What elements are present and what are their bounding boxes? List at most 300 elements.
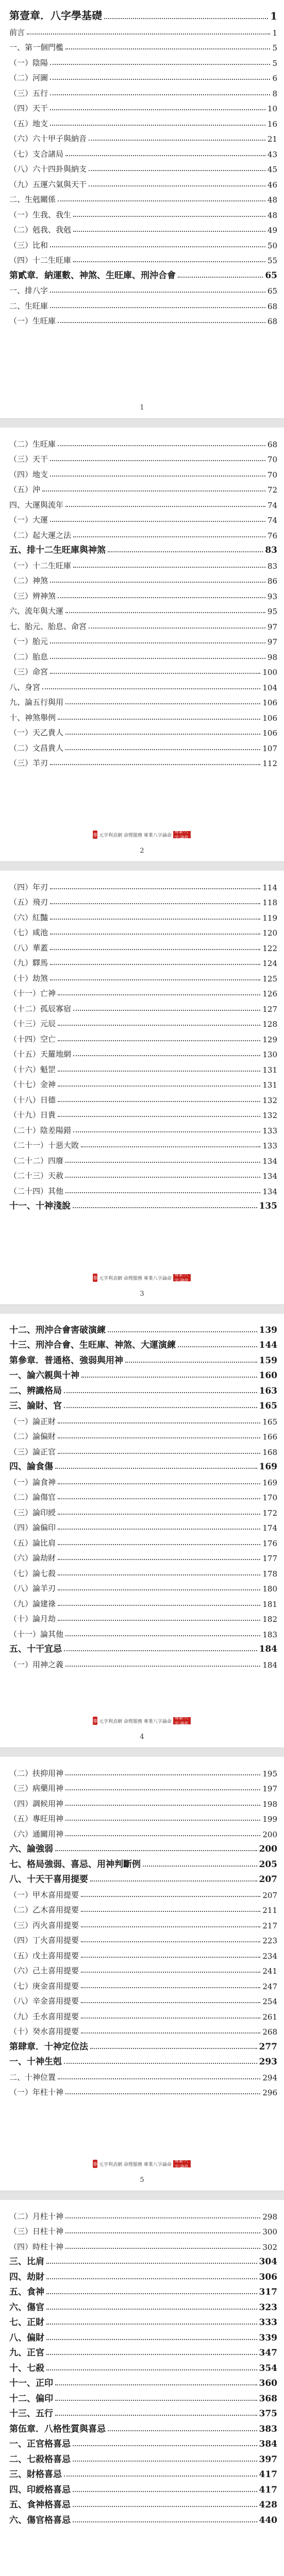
toc-entry[interactable] (9, 1457, 277, 1472)
toc-entry-page-number: 182 (262, 1615, 277, 1624)
toc-entry[interactable] (9, 296, 277, 311)
toc-entry[interactable] (9, 449, 277, 465)
dot-leader (65, 2093, 260, 2094)
toc-entry-title: （九）五運六氣與天干 (9, 179, 89, 190)
footer-banner[interactable] (93, 2160, 191, 2168)
toc-entry-title: （二）神煞 (9, 575, 50, 586)
toc-entry[interactable] (9, 1427, 277, 1442)
toc-entry[interactable] (9, 1854, 277, 1870)
footer-banner[interactable] (93, 1274, 191, 1282)
toc-entry-title: （十）劫煞 (9, 973, 50, 984)
toc-entry[interactable] (9, 510, 277, 526)
toc-entry[interactable] (9, 2358, 277, 2374)
toc-entry-title: 二、十神位置 (9, 2072, 58, 2082)
dot-leader (58, 1574, 260, 1575)
toc-entry[interactable] (9, 2434, 277, 2450)
toc-entry[interactable] (9, 2388, 277, 2404)
toc-entry-page-number: 70 (267, 455, 277, 464)
toc-entry[interactable] (9, 1335, 277, 1351)
toc-entry-page-number: 198 (262, 1799, 277, 1809)
toc-entry[interactable] (9, 923, 277, 938)
toc-entry[interactable] (9, 2022, 277, 2037)
toc-entry[interactable] (9, 1120, 277, 1136)
toc-entry[interactable] (9, 1090, 277, 1105)
toc-entry[interactable] (9, 83, 277, 98)
toc-entry[interactable] (9, 662, 277, 677)
toc-entry-title: （二）月柱十神 (9, 2211, 65, 2222)
toc-entry[interactable] (9, 1793, 277, 1809)
toc-entry-page-number: 120 (262, 928, 277, 938)
toc-entry-page-number: 169 (262, 1478, 277, 1487)
toc-entry[interactable] (9, 2006, 277, 2022)
toc-entry-page-number: 107 (262, 743, 277, 753)
toc-entry-page-number: 83 (267, 561, 277, 571)
toc-entry[interactable] (9, 1533, 277, 1548)
toc-entry[interactable] (9, 1350, 277, 1366)
toc-entry[interactable] (9, 2067, 277, 2082)
toc-entry[interactable] (9, 1075, 277, 1090)
toc-entry-page-number: 133 (262, 1126, 277, 1136)
toc-entry[interactable] (9, 1976, 277, 1991)
dot-leader (65, 155, 265, 156)
toc-entry-page-number: 126 (262, 989, 277, 998)
dot-leader (55, 1850, 257, 1851)
toc-entry-title: （五）地支 (9, 118, 50, 129)
toc-entry-title: （八）華蓋 (9, 942, 50, 953)
toc-entry-page-number: 134 (262, 1187, 277, 1196)
toc-entry-title: 一、排八字 (9, 285, 50, 296)
toc-entry-page-number: 8 (272, 89, 277, 98)
toc-entry[interactable] (9, 692, 277, 708)
toc-entry[interactable] (9, 159, 277, 175)
dot-leader (58, 1605, 260, 1606)
toc-entry-page-number: 217 (262, 1921, 277, 1930)
dot-leader (50, 94, 270, 95)
toc-entry-page-number: 16 (267, 119, 277, 129)
toc-entry[interactable] (9, 525, 277, 540)
toc-entry[interactable] (9, 98, 277, 114)
toc-entry[interactable] (9, 1961, 277, 1976)
toc-entry[interactable] (9, 753, 277, 769)
dot-leader (27, 33, 270, 35)
toc-entry-title: 一、論六親與十神 (9, 1368, 81, 1381)
dot-leader (73, 2506, 257, 2507)
toc-entry[interactable] (9, 311, 277, 327)
toc-entry-title: 五、食神 (9, 2284, 46, 2297)
toc-entry-page-number: 207 (259, 1874, 277, 1885)
toc-entry-title: （二十一）十惡大敗 (9, 1140, 81, 1150)
toc-entry[interactable] (9, 1396, 277, 1412)
dot-leader (81, 1911, 260, 1912)
toc-entry-page-number: 98 (267, 652, 277, 662)
toc-entry-page-number: 294 (262, 2073, 277, 2082)
toc-entry[interactable] (9, 22, 277, 38)
toc-entry-title: （二）河圖 (9, 72, 50, 83)
toc-entry[interactable] (9, 555, 277, 571)
toc-entry-page-number: 200 (259, 1844, 277, 1854)
toc-entry[interactable] (9, 1150, 277, 1166)
footer-banner[interactable] (93, 831, 191, 839)
dot-leader (50, 109, 265, 110)
toc-entry[interactable] (9, 877, 277, 892)
toc-entry-page-number: 122 (262, 943, 277, 953)
toc-entry[interactable] (9, 174, 277, 190)
toc-entry-page-number: 104 (262, 683, 277, 692)
toc-entry[interactable] (9, 53, 277, 68)
toc-entry[interactable] (9, 998, 277, 1014)
toc-entry[interactable] (9, 1579, 277, 1594)
toc-entry[interactable] (9, 1654, 277, 1670)
dot-leader (73, 2491, 257, 2492)
toc-entry-title: （三）天干 (9, 453, 50, 464)
toc-entry[interactable] (9, 571, 277, 586)
toc-entry[interactable] (9, 1824, 277, 1839)
toc-entry[interactable] (9, 953, 277, 969)
toc-entry[interactable] (9, 1915, 277, 1930)
toc-entry[interactable] (9, 2465, 277, 2480)
toc-entry-title: （七）支合諸局 (9, 148, 65, 159)
toc-entry-page-number: 70 (267, 470, 277, 480)
toc-entry[interactable] (9, 1945, 277, 1961)
toc-entry-title: （二）論傷官 (9, 1492, 58, 1502)
toc-entry[interactable] (9, 1563, 277, 1579)
toc-entry-title: 五、十干宜忌 (9, 1641, 64, 1654)
toc-entry-title: （六）論劫財 (9, 1552, 58, 1563)
page-separator (0, 861, 284, 872)
dot-leader (65, 749, 260, 750)
toc-entry-title: （一）生我、我生 (9, 209, 73, 220)
toc-entry[interactable] (9, 2449, 277, 2465)
toc-entry[interactable] (9, 1181, 277, 1196)
toc-entry[interactable] (9, 220, 277, 235)
toc-entry-page-number: 119 (262, 913, 277, 923)
toc-list (9, 1320, 277, 1670)
toc-entry[interactable] (9, 2206, 277, 2222)
dot-leader (89, 628, 265, 629)
dot-leader (90, 1880, 257, 1882)
toc-entry[interactable] (9, 281, 277, 296)
page-number: 4 (140, 1733, 144, 1741)
toc-entry[interactable] (9, 707, 277, 723)
toc-entry-title: （一）甲木喜用提要 (9, 1889, 81, 1900)
toc-entry-title: 四、劫財 (9, 2269, 46, 2282)
dot-leader (58, 445, 265, 446)
toc-list (9, 1763, 277, 2097)
toc-entry-title: 第肆章．十神定位法 (9, 2039, 90, 2052)
toc-entry-title: （二）乙木喜用提要 (9, 1904, 81, 1915)
toc-entry-title: 第壹章．八字學基礎 (9, 7, 104, 22)
toc-entry[interactable] (9, 1136, 277, 1151)
dot-leader (65, 734, 260, 735)
dot-leader (81, 2032, 260, 2033)
toc-entry[interactable] (9, 2374, 277, 2389)
toc-entry-page-number: 205 (259, 1859, 277, 1870)
toc-entry[interactable] (9, 144, 277, 159)
toc-entry[interactable] (9, 1502, 277, 1518)
footer-banner[interactable] (93, 1717, 191, 1725)
dot-leader (58, 1040, 260, 1041)
toc-entry[interactable] (9, 1548, 277, 1564)
toc-entry-title: （四）天干 (9, 103, 50, 113)
toc-entry-title: （十）論月劫 (9, 1613, 58, 1624)
toc-entry[interactable] (9, 68, 277, 83)
toc-entry-page-number: 76 (267, 531, 277, 540)
toc-entry[interactable] (9, 892, 277, 908)
toc-entry-page-number: 49 (267, 226, 277, 235)
toc-entry[interactable] (9, 38, 277, 53)
toc-entry-page-number: 45 (267, 165, 277, 174)
page-separator (0, 1748, 284, 1758)
toc-entry-page-number: 247 (262, 1981, 277, 1991)
dot-leader (55, 2400, 257, 2401)
toc-entry-page-number: 360 (259, 2378, 277, 2388)
toc-entry-page-number: 68 (267, 439, 277, 449)
toc-entry-title: 十三、刑沖合會、生旺庫、神煞、大運演練 (9, 1337, 178, 1350)
dot-leader (55, 1468, 257, 1469)
toc-entry[interactable] (9, 129, 277, 144)
toc-entry[interactable] (9, 2404, 277, 2419)
toc-entry[interactable] (9, 2037, 277, 2052)
toc-entry[interactable] (9, 190, 277, 205)
toc-entry[interactable] (9, 1487, 277, 1503)
toc-entry-page-number: 183 (262, 1630, 277, 1639)
toc-entry[interactable] (9, 1029, 277, 1044)
toc-entry-title: （二）扶抑用神 (9, 1768, 65, 1778)
toc-entry-page-number: 114 (262, 883, 277, 892)
toc-entry[interactable] (9, 968, 277, 984)
toc-entry-title: （四）時柱十神 (9, 2241, 65, 2252)
toc-entry-page-number: 128 (262, 1020, 277, 1029)
dot-leader (81, 1972, 260, 1973)
toc-entry[interactable] (9, 677, 277, 692)
toc-entry-title: （二）論偏財 (9, 1431, 58, 1442)
toc-entry[interactable] (9, 250, 277, 266)
toc-entry[interactable] (9, 2082, 277, 2098)
toc-entry[interactable] (9, 1472, 277, 1487)
toc-entry-title: （二十二）四廢 (9, 1155, 65, 1166)
toc-entry[interactable] (9, 616, 277, 632)
toc-entry-page-number: 333 (259, 2317, 277, 2328)
toc-entry[interactable] (9, 2236, 277, 2252)
toc-entry[interactable] (9, 1609, 277, 1624)
toc-entry[interactable] (9, 1900, 277, 1916)
toc-entry[interactable] (9, 6, 277, 22)
toc-entry-title: 七、胎元、胎息、命宮 (9, 621, 89, 632)
toc-entry-title: （四）論偏印 (9, 1522, 58, 1533)
toc-entry[interactable] (9, 480, 277, 495)
dot-leader (58, 1116, 260, 1117)
toc-entry-title: （一）大運 (9, 514, 50, 525)
dot-leader (65, 2232, 260, 2233)
toc-entry-title: 六、傷官格喜忌 (9, 2513, 73, 2526)
dot-leader (46, 2324, 257, 2325)
toc-entry-page-number: 50 (267, 241, 277, 250)
toc-entry[interactable] (9, 2267, 277, 2282)
dot-leader (65, 703, 260, 704)
toc-list (9, 6, 277, 326)
toc-entry[interactable] (9, 1366, 277, 1381)
toc-entry[interactable] (9, 2480, 277, 2495)
toc-entry[interactable] (9, 2328, 277, 2343)
dot-leader (73, 2521, 257, 2522)
toc-entry-title: 第伍章．八格性質與喜忌 (9, 2421, 108, 2434)
toc-entry-page-number: 241 (262, 1967, 277, 1976)
toc-entry-title: 十一、十神淺說 (9, 1198, 73, 1211)
dot-leader (73, 231, 265, 232)
toc-entry[interactable] (9, 2495, 277, 2511)
toc-page (0, 1314, 284, 1748)
toc-entry-title: 六、流年與大運 (9, 605, 65, 616)
toc-entry[interactable] (9, 1320, 277, 1335)
toc-entry[interactable] (9, 2052, 277, 2067)
toc-entry-title: （八）六十四卦與納支 (9, 163, 89, 174)
toc-entry-page-number: 168 (262, 1447, 277, 1457)
toc-entry[interactable] (9, 434, 277, 449)
toc-entry-page-number: 139 (259, 1325, 277, 1335)
toc-entry[interactable] (9, 1518, 277, 1533)
toc-entry-title: （二）起大運之法 (9, 530, 73, 540)
toc-entry-page-number: 199 (262, 1815, 277, 1824)
publisher-logo-icon: 華 (93, 831, 97, 839)
toc-entry-page-number: 354 (259, 2363, 277, 2374)
toc-entry-page-number: 298 (262, 2212, 277, 2222)
toc-entry-page-number: 68 (267, 301, 277, 311)
toc-entry-title: （六）通關用神 (9, 1828, 65, 1839)
toc-entry[interactable] (9, 2419, 277, 2434)
toc-entry[interactable] (9, 647, 277, 662)
toc-entry-page-number: 95 (267, 607, 277, 616)
footer-ad-text: 元亨利貞網 命理服務 專業八字論命 (99, 2162, 172, 2167)
toc-entry-page-number: 144 (259, 1340, 277, 1350)
dot-leader (125, 1362, 257, 1363)
toc-entry[interactable] (9, 1014, 277, 1029)
toc-entry[interactable] (9, 2222, 277, 2237)
footer-stamp: 專業·八字·論命 (173, 1717, 191, 1724)
toc-entry-page-number: 106 (262, 728, 277, 738)
dot-leader (108, 1331, 257, 1332)
toc-entry-title: （一）生旺庫 (9, 315, 58, 326)
toc-entry-title: 十三、五行 (9, 2406, 55, 2419)
toc-entry-page-number: 170 (262, 1493, 277, 1502)
dot-leader (65, 1635, 260, 1636)
footer-ad-text: 元亨利貞網 命理服務 專業八字論命 (99, 833, 172, 838)
toc-entry-title: （十）癸水喜用提要 (9, 2026, 81, 2037)
toc-entry[interactable] (9, 1639, 277, 1655)
toc-entry-page-number: 127 (262, 1004, 277, 1014)
toc-entry-page-number: 383 (259, 2424, 277, 2434)
toc-entry[interactable] (9, 540, 277, 556)
toc-entry[interactable] (9, 632, 277, 647)
toc-entry-page-number: 131 (262, 1080, 277, 1090)
toc-entry[interactable] (9, 2297, 277, 2313)
toc-page (0, 871, 284, 1304)
toc-entry-title: 十、神煞舉例 (9, 712, 58, 723)
dot-leader (73, 536, 265, 537)
dot-leader (50, 79, 270, 80)
toc-entry[interactable] (9, 495, 277, 510)
toc-entry-title: （七）論七殺 (9, 1568, 58, 1579)
toc-entry-page-number: 48 (267, 195, 277, 205)
toc-entry-title: （五）論比肩 (9, 1537, 58, 1548)
toc-entry[interactable] (9, 2252, 277, 2267)
toc-entry[interactable] (9, 1196, 277, 1212)
toc-entry-page-number: 195 (262, 1769, 277, 1778)
page-number: 2 (140, 847, 144, 855)
toc-entry-title: （四）丁火喜用提要 (9, 1935, 81, 1945)
dot-leader (42, 490, 265, 492)
toc-entry[interactable] (9, 984, 277, 999)
toc-entry[interactable] (9, 723, 277, 738)
toc-entry[interactable] (9, 1870, 277, 1885)
toc-entry[interactable] (9, 1763, 277, 1778)
dot-leader (50, 521, 265, 522)
dot-leader (50, 64, 270, 65)
toc-entry-title: （三）五行 (9, 88, 50, 98)
toc-entry[interactable] (9, 738, 277, 753)
dot-leader (46, 2263, 257, 2264)
toc-entry[interactable] (9, 2313, 277, 2328)
dot-leader (50, 476, 265, 477)
toc-entry[interactable] (9, 2282, 277, 2298)
toc-entry[interactable] (9, 1809, 277, 1824)
toc-entry[interactable] (9, 1839, 277, 1855)
dot-leader (46, 2278, 257, 2279)
toc-entry[interactable] (9, 907, 277, 923)
toc-entry[interactable] (9, 1594, 277, 1609)
toc-entry-title: （三）論正官 (9, 1446, 58, 1457)
toc-entry[interactable] (9, 586, 277, 601)
dot-leader (58, 1514, 260, 1515)
toc-entry-title: （一）論食神 (9, 1477, 58, 1487)
dot-leader (46, 2309, 257, 2310)
dot-leader (50, 903, 260, 904)
toc-entry[interactable] (9, 1381, 277, 1396)
toc-entry-page-number: 134 (262, 1172, 277, 1181)
toc-entry[interactable] (9, 235, 277, 250)
toc-entry-title: 二、七殺格喜忌 (9, 2452, 73, 2465)
toc-entry[interactable] (9, 113, 277, 129)
toc-entry[interactable] (9, 1991, 277, 2007)
dot-leader (73, 1131, 260, 1132)
toc-entry[interactable] (9, 601, 277, 617)
dot-leader (58, 1544, 260, 1545)
toc-entry[interactable] (9, 1930, 277, 1946)
toc-entry[interactable] (9, 1442, 277, 1457)
toc-entry-title: （三）論印綬 (9, 1507, 58, 1518)
toc-entry[interactable] (9, 938, 277, 953)
page-separator (0, 1304, 284, 1315)
toc-entry[interactable] (9, 1105, 277, 1121)
toc-entry[interactable] (9, 1166, 277, 1181)
dot-leader (89, 170, 265, 171)
toc-entry-title: （七）咸池 (9, 927, 50, 938)
toc-entry-page-number: 172 (262, 1508, 277, 1518)
toc-entry[interactable] (9, 1778, 277, 1794)
toc-entry[interactable] (9, 1885, 277, 1900)
dot-leader (50, 964, 260, 965)
toc-entry[interactable] (9, 464, 277, 480)
toc-entry[interactable] (9, 1624, 277, 1639)
toc-entry[interactable] (9, 1044, 277, 1060)
toc-entry[interactable] (9, 205, 277, 220)
toc-entry[interactable] (9, 1059, 277, 1075)
toc-entry[interactable] (9, 1411, 277, 1427)
toc-entry[interactable] (9, 265, 277, 281)
toc-entry-page-number: 65 (265, 270, 277, 281)
toc-entry[interactable] (9, 2343, 277, 2359)
toc-entry-page-number: 106 (262, 698, 277, 707)
toc-entry[interactable] (9, 2510, 277, 2526)
